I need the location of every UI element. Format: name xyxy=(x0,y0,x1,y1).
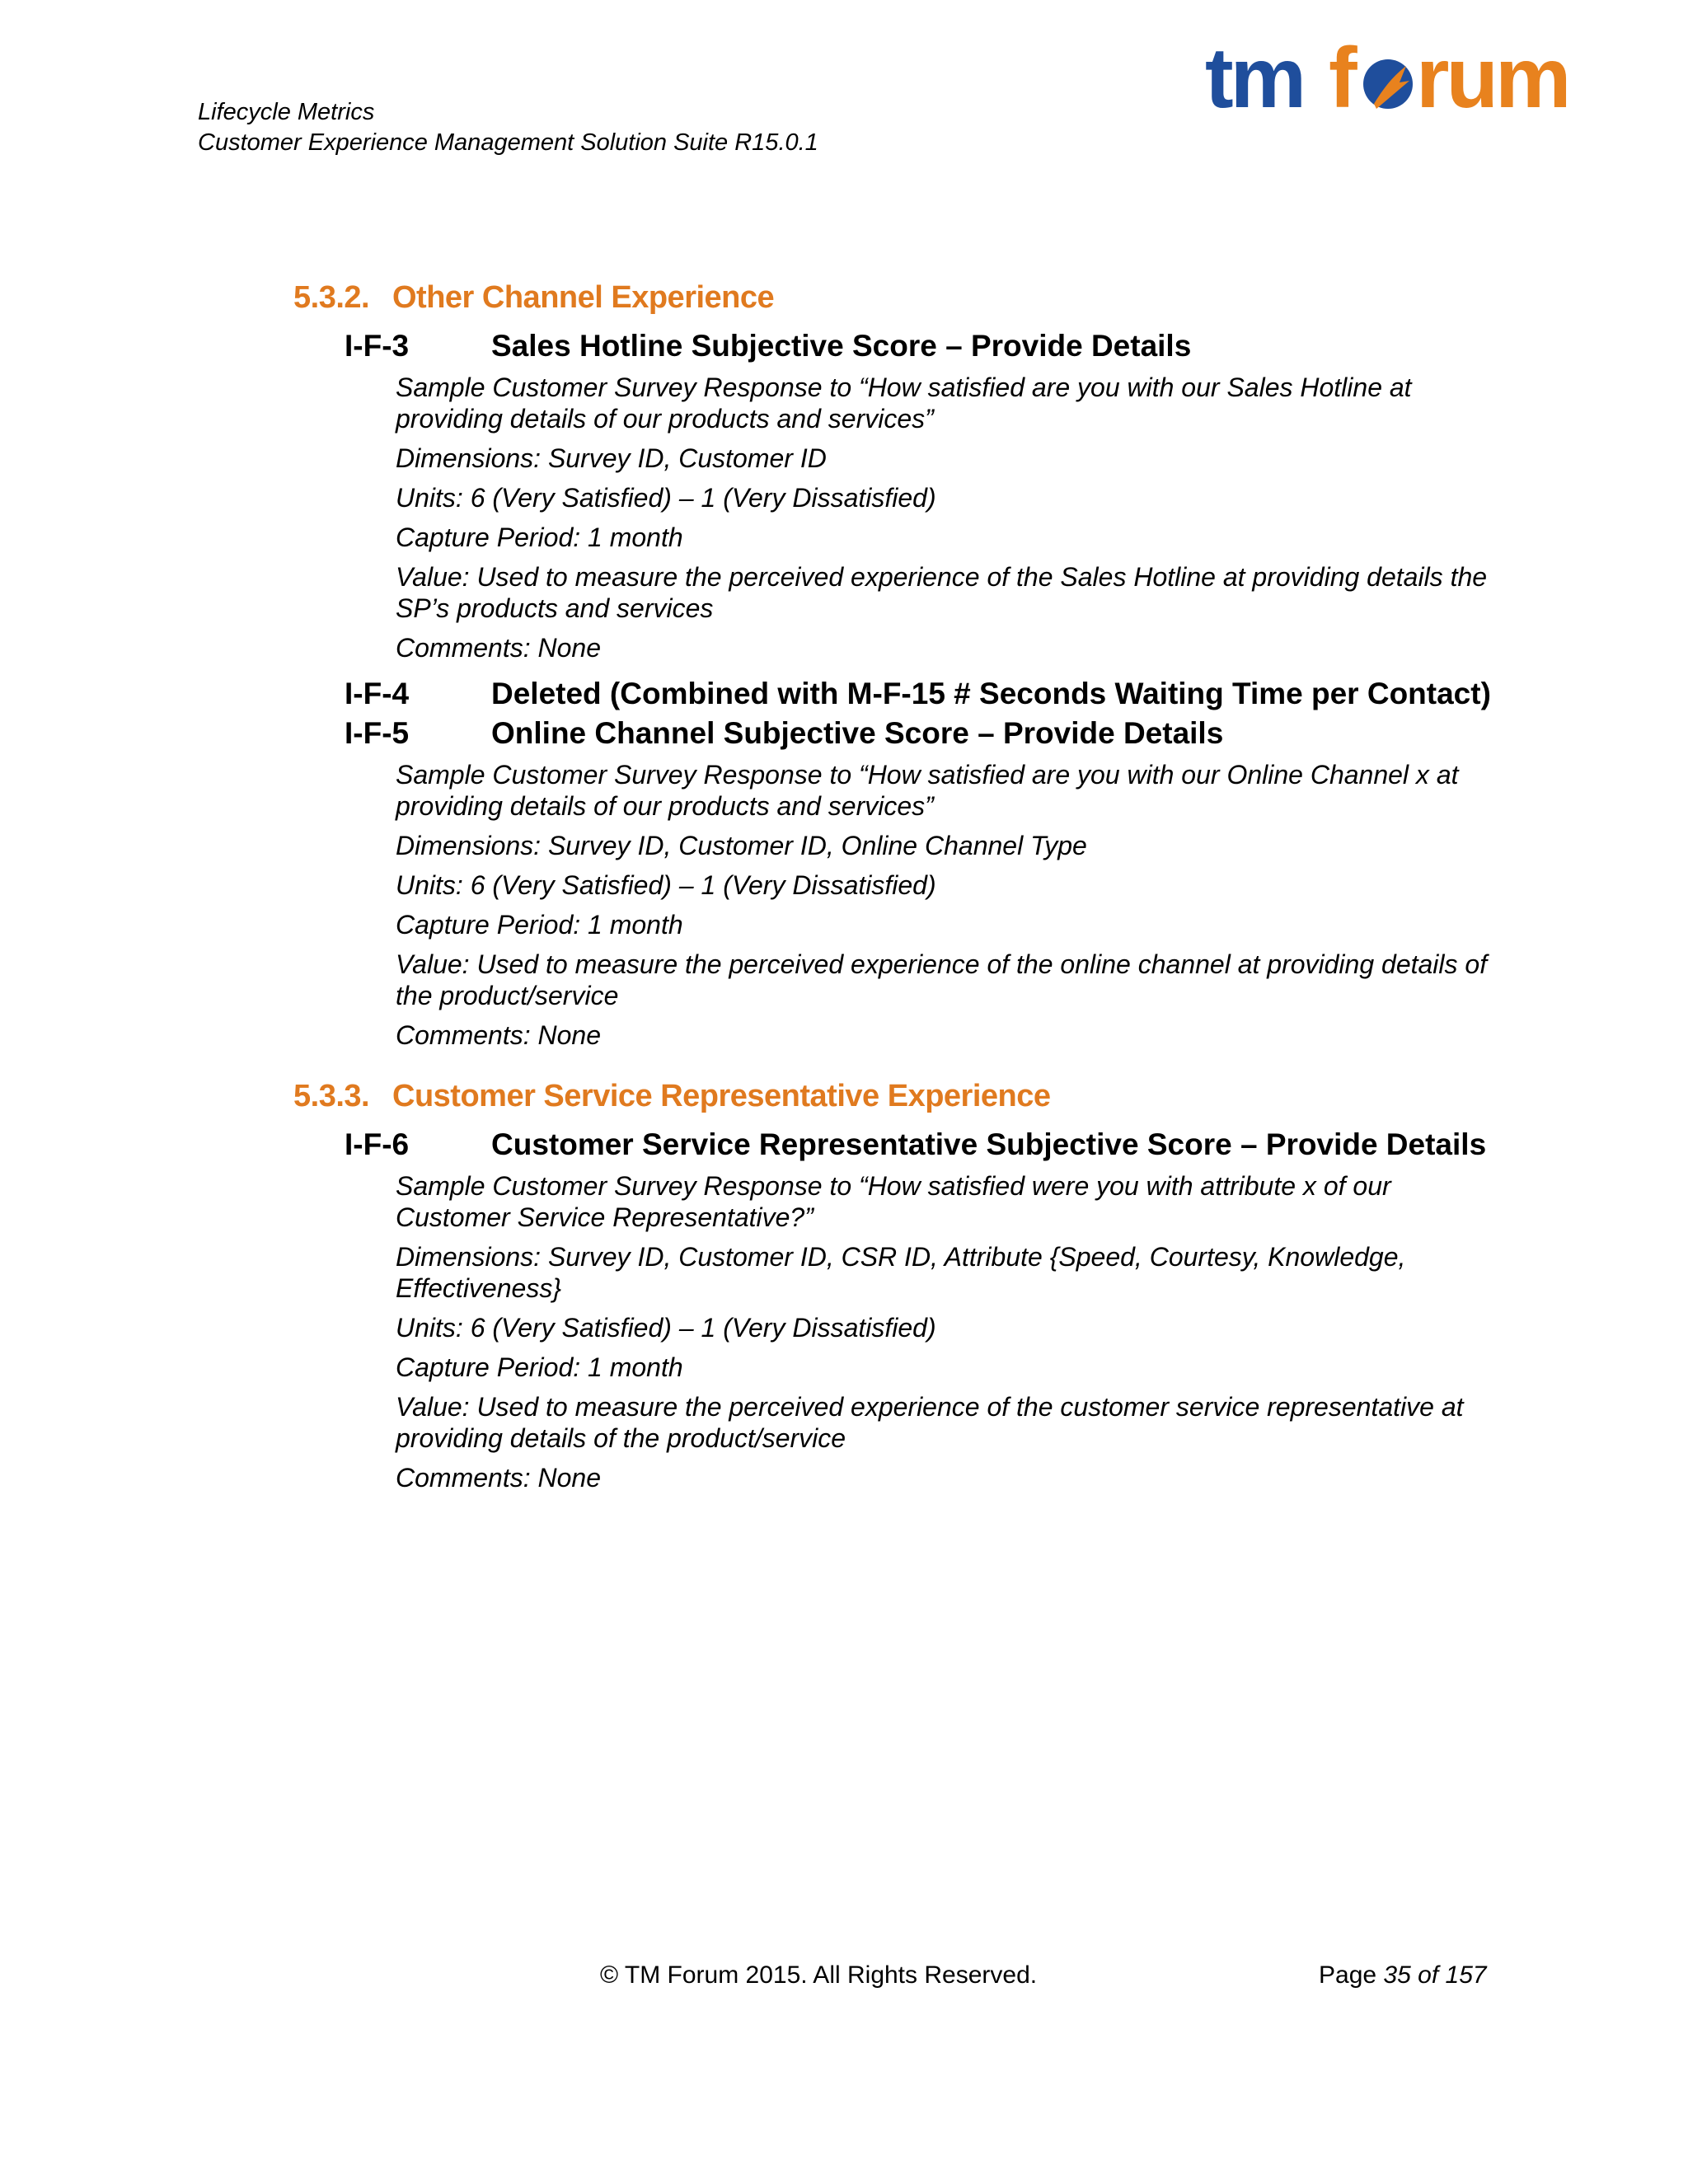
metric-id: I-F-3 xyxy=(345,329,410,363)
page-of-label: of xyxy=(1418,1961,1439,1989)
metric-sample-question: Sample Customer Survey Response to “How satisfied were you with attribute x of our Customer Service Representative?” xyxy=(396,1171,1391,1232)
metric-dimensions: Dimensions: Survey ID, Customer ID, CSR ID, Attribute {Speed, Courtesy, Knowledge, Effectiveness} xyxy=(396,1242,1406,1303)
page-number: 35 xyxy=(1383,1961,1411,1989)
section-title: Other Channel Experience xyxy=(392,280,775,315)
metric-title: Online Channel Subjective Score – Provide Details xyxy=(491,716,1224,750)
metric-id: I-F-4 xyxy=(345,677,410,710)
metric-title: Sales Hotline Subjective Score – Provide Details xyxy=(491,329,1192,363)
metric-title: Customer Service Representative Subjective Score – Provide Details xyxy=(491,1127,1487,1161)
metric-dimensions: Dimensions: Survey ID, Customer ID, Online Channel Type xyxy=(396,831,1087,860)
section-heading-5-3-3 xyxy=(293,1079,1497,1114)
header-document-title: Lifecycle Metrics xyxy=(198,99,375,125)
tmforum-logo xyxy=(1205,30,1568,126)
metric-sample-question: Sample Customer Survey Response to “How satisfied are you with our Online Channel x at providing details of our products and services” xyxy=(396,760,1459,821)
section-number: 5.3.2. xyxy=(293,280,370,315)
logo-globe-icon xyxy=(1363,59,1413,109)
metric-comments: Comments: None xyxy=(396,1463,601,1493)
document-content xyxy=(293,280,1497,1502)
metric-details-i-f-5 xyxy=(293,759,1497,1051)
metric-details-i-f-6 xyxy=(293,1170,1497,1493)
metric-id: I-F-6 xyxy=(345,1127,410,1161)
metric-dimensions: Dimensions: Survey ID, Customer ID xyxy=(396,443,827,473)
metric-units: Units: 6 (Very Satisfied) – 1 (Very Dissatisfied) xyxy=(396,1313,936,1343)
metric-id: I-F-5 xyxy=(345,716,410,750)
metric-capture-period: Capture Period: 1 month xyxy=(396,523,683,552)
logo-text-f: f xyxy=(1329,30,1357,126)
metric-heading-i-f-4 xyxy=(293,677,1497,711)
metric-heading-i-f-6 xyxy=(293,1127,1497,1162)
metric-title: Deleted (Combined with M-F-15 # Seconds Waiting Time per Contact) xyxy=(491,677,1491,710)
metric-comments: Comments: None xyxy=(396,1020,601,1050)
page-label: Page xyxy=(1319,1961,1377,1989)
metric-value: Value: Used to measure the perceived experience of the Sales Hotline at providing details the SP’s products and services xyxy=(396,562,1488,623)
footer-copyright: © TM Forum 2015. All Rights Reserved. xyxy=(600,1961,1038,1989)
metric-units: Units: 6 (Very Satisfied) – 1 (Very Dissatisfied) xyxy=(396,483,936,513)
section-number: 5.3.3. xyxy=(293,1079,370,1113)
metric-details-i-f-3 xyxy=(293,372,1497,663)
metric-units: Units: 6 (Very Satisfied) – 1 (Very Dissatisfied) xyxy=(396,870,936,900)
section-heading-5-3-2 xyxy=(293,280,1497,316)
logo-text-rum: rum xyxy=(1416,30,1568,126)
metric-value: Value: Used to measure the perceived experience of the online channel at providing details of the product/service xyxy=(396,949,1488,1010)
header-document-subtitle: Customer Experience Management Solution Suite R15.0.1 xyxy=(198,129,818,156)
metric-sample-question: Sample Customer Survey Response to “How satisfied are you with our Sales Hotline at providing details of our products and services” xyxy=(396,373,1412,434)
metric-capture-period: Capture Period: 1 month xyxy=(396,1352,683,1382)
metric-capture-period: Capture Period: 1 month xyxy=(396,910,683,940)
page-total: 157 xyxy=(1445,1961,1487,1989)
section-title: Customer Service Representative Experience xyxy=(392,1079,1051,1113)
logo-text-tm: tm xyxy=(1205,30,1304,126)
footer-page-number xyxy=(1319,1961,1487,1990)
metric-heading-i-f-5 xyxy=(293,716,1497,751)
metric-comments: Comments: None xyxy=(396,633,601,663)
metric-value: Value: Used to measure the perceived experience of the customer service representative at providing details of the product/service xyxy=(396,1392,1464,1453)
document-header xyxy=(198,97,818,158)
metric-heading-i-f-3 xyxy=(293,329,1497,363)
